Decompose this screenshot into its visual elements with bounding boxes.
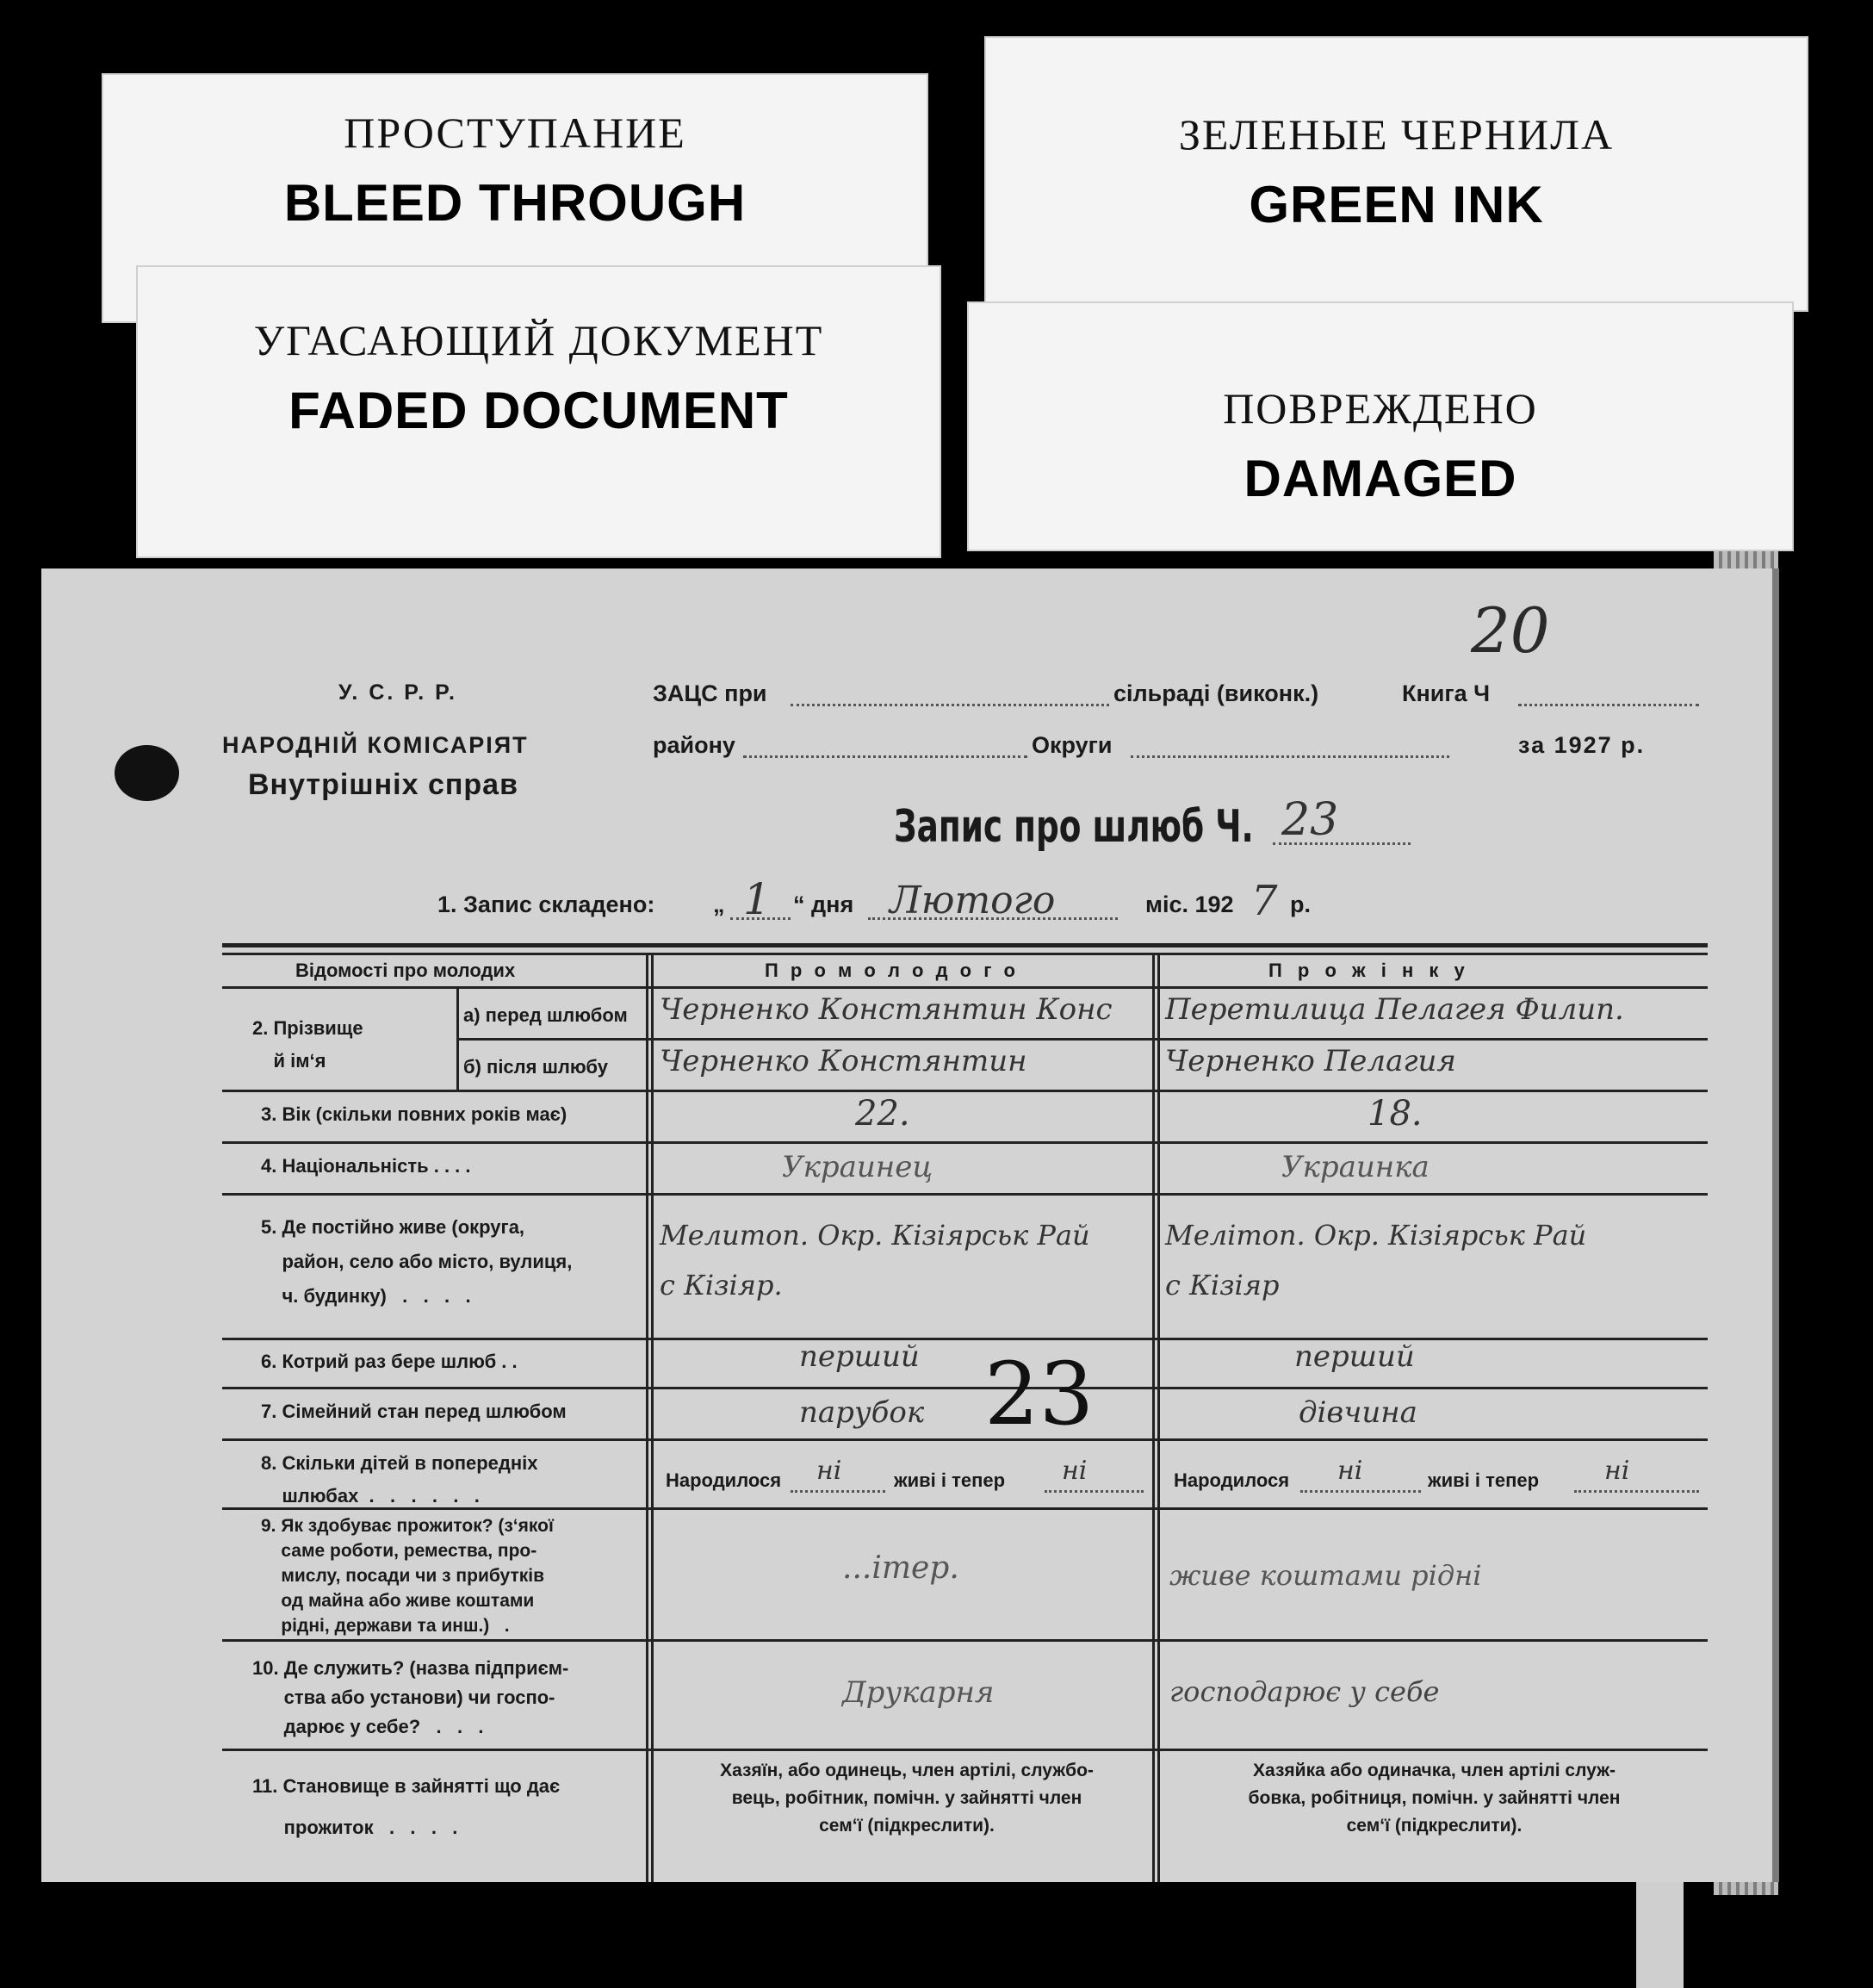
- groom-residence: Мелитоп. Окр. Кізіярськ Рай с Кізіяр.: [660, 1219, 1090, 1302]
- card-en-text: FADED DOCUMENT: [288, 382, 789, 439]
- table-col-divider: [1157, 953, 1160, 1882]
- groom-born-line: [791, 1490, 885, 1493]
- okrugy-dotted-line: [1131, 755, 1449, 758]
- bride-employment: господарює у себе: [1169, 1675, 1440, 1708]
- bride-alive-label: живі і тепер: [1428, 1469, 1540, 1491]
- table-row-divider: [222, 1193, 1708, 1196]
- card-en-text: DAMAGED: [1243, 450, 1517, 507]
- month-line: [868, 917, 1118, 920]
- table-top-rule: [222, 943, 1708, 947]
- raion-dotted-line: [743, 755, 1027, 758]
- groom-age: 22.: [855, 1094, 910, 1134]
- record-year-digit: 7: [1251, 877, 1278, 925]
- bride-name-after: Черненко Пелагия: [1165, 1044, 1456, 1078]
- bride-nationality: Украинка: [1281, 1150, 1430, 1184]
- bride-marital-status: дівчина: [1299, 1395, 1417, 1430]
- record-number: 23: [1281, 794, 1339, 846]
- record-date-label: 1. Запис складено:: [437, 891, 655, 917]
- row-age-label: 3. Вік (скільки повних років має): [261, 1103, 567, 1125]
- bookmark-ribbon: [1636, 1882, 1684, 1988]
- card-en-text: BLEED THROUGH: [283, 174, 747, 232]
- row-employment-label: 10. Де служить? (назва підприєм- ства або установи) чи госпо- дарює у себе? . . .: [252, 1657, 569, 1737]
- book-label: Книга Ч: [1402, 680, 1491, 706]
- table-row-divider: [222, 1749, 1708, 1751]
- bride-children-born: ні: [1337, 1456, 1363, 1486]
- day-line: [730, 917, 791, 920]
- record-title: Запис про шлюб Ч.: [894, 801, 1254, 853]
- groom-livelihood: ...ітер.: [842, 1550, 959, 1586]
- groom-occupation-options: Хазяїн, або одинець, член артілі, службо- вець, робітник, помічн. у зайнятті член семʻї (підкреслити).: [720, 1761, 1094, 1836]
- commissariat-label: НАРОДНІЙ КОМІСАРІЯТ: [222, 732, 529, 758]
- row-name-before: а) перед шлюбом: [463, 1004, 628, 1026]
- ussr-label: У. С. Р. Р.: [338, 680, 457, 705]
- handwritten-stamp-number: 23: [984, 1344, 1095, 1444]
- zags-label: ЗАЦС при: [653, 680, 767, 706]
- bride-livelihood: живе коштами рідні: [1169, 1559, 1482, 1592]
- date-open-quote: „: [713, 891, 725, 917]
- table-row-divider: [222, 1387, 1708, 1389]
- okrugy-label: Округи: [1032, 732, 1113, 758]
- table-col-divider: [651, 953, 654, 1882]
- row-name-label: 2. Прізвище й імʻя: [252, 1017, 363, 1072]
- internal-affairs-label: Внутрішніх справ: [248, 768, 518, 801]
- marriage-record-form: [41, 568, 1779, 1882]
- row-children-label: 8. Скільки дітей в попередніх шлюбах . . . . . .: [261, 1452, 538, 1507]
- table-row-divider: [222, 1141, 1708, 1144]
- groom-marital-status: парубок: [799, 1395, 925, 1430]
- card-ru-text: ПРОСТУПАНИЕ: [344, 109, 686, 157]
- col-header-groom: П р о м о л о д о г о: [765, 960, 1019, 981]
- zags-dotted-line: [791, 704, 1109, 706]
- row-nationality-label: 4. Національність . . . .: [261, 1155, 471, 1177]
- punch-hole: [115, 745, 179, 801]
- bride-alive-line: [1574, 1490, 1699, 1493]
- row-residence-label: 5. Де постійно живе (округа, район, село або місто, вулиця, ч. будинку) . . . .: [261, 1216, 573, 1307]
- groom-born-label: Народилося: [666, 1469, 782, 1491]
- groom-alive-line: [1045, 1490, 1144, 1493]
- row-livelihood-label: 9. Як здобуває прожиток? (зʻякої саме роботи, ремества, про- мислу, посади чи з прибутків од майна або живе коштами рідні, держави та инш.) .: [261, 1516, 554, 1636]
- label-card-damaged: [967, 301, 1794, 551]
- row-marital-status-label: 7. Сімейний стан перед шлюбом: [261, 1401, 567, 1422]
- table-row-divider: [222, 1639, 1708, 1642]
- year-label: за 1927 р.: [1518, 732, 1646, 758]
- label-card-faded-document: [136, 265, 941, 558]
- table-row-divider: [222, 1338, 1708, 1340]
- table-row-divider: [222, 1090, 1708, 1092]
- card-ru-text: УГАСАЮЩИЙ ДОКУМЕНТ: [253, 316, 824, 364]
- label-card-green-ink: [984, 36, 1808, 312]
- record-number-line: [1273, 842, 1411, 845]
- record-month: Лютого: [890, 879, 1056, 923]
- groom-alive-label: живі і тепер: [894, 1469, 1006, 1491]
- card-en-text: GREEN INK: [1249, 176, 1544, 233]
- row-marriage-count-label: 6. Котрий раз бере шлюб . .: [261, 1351, 518, 1372]
- col-header-info: Відомості про молодих: [295, 960, 516, 981]
- groom-name-after: Черненко Констянтин: [660, 1044, 1027, 1078]
- table-row-divider: [222, 1438, 1708, 1441]
- book-dotted-line: [1518, 704, 1699, 706]
- silradi-label: сільраді (виконк.): [1113, 680, 1319, 706]
- bride-born-label: Народилося: [1174, 1469, 1290, 1491]
- table-col-divider: [646, 953, 648, 1882]
- bride-residence: Мелітоп. Окр. Кізіярськ Рай с Кізіяр: [1165, 1219, 1587, 1302]
- groom-children-alive: ні: [1062, 1456, 1088, 1486]
- bride-age: 18.: [1368, 1094, 1423, 1134]
- row-occupation-status-label: 11. Становище в зайнятті що дає прожиток . . . .: [252, 1775, 561, 1838]
- card-ru-text: ЗЕЛЕНЫЕ ЧЕРНИЛА: [1178, 110, 1615, 158]
- bride-name-before: Перетилица Пелагея Филип.: [1165, 992, 1624, 1027]
- table-col-divider: [1152, 953, 1155, 1882]
- bride-marriage-count: перший: [1294, 1339, 1415, 1374]
- groom-name-before: Черненко Констянтин Конс: [660, 992, 1113, 1027]
- bride-occupation-options: Хазяйка або одиначка, член артілі служ- бовка, робітниця, помічн. у зайнятті член семʻї (підкреслити).: [1248, 1761, 1621, 1836]
- row-name-after: б) після шлюбу: [463, 1056, 608, 1078]
- col-header-bride: П р о ж і н к у: [1268, 960, 1470, 981]
- bride-children-alive: ні: [1604, 1456, 1630, 1486]
- groom-nationality: Украинец: [782, 1150, 933, 1184]
- year-prefix-label: міс. 192: [1145, 891, 1234, 917]
- table-subrow-divider: [456, 1038, 1708, 1041]
- year-suffix-label: р.: [1290, 891, 1311, 917]
- card-ru-text: ПОВРЕЖДЕНО: [1223, 384, 1538, 432]
- table-col-divider: [456, 986, 459, 1090]
- raion-label: району: [653, 732, 735, 758]
- groom-employment: Друкарня: [842, 1675, 995, 1710]
- record-day: 1: [743, 874, 771, 924]
- groom-children-born: ні: [816, 1456, 842, 1486]
- groom-marriage-count: перший: [799, 1339, 920, 1374]
- bride-born-line: [1300, 1490, 1421, 1493]
- page-number: 20: [1471, 594, 1550, 667]
- day-suffix-label: “ дня: [793, 891, 854, 917]
